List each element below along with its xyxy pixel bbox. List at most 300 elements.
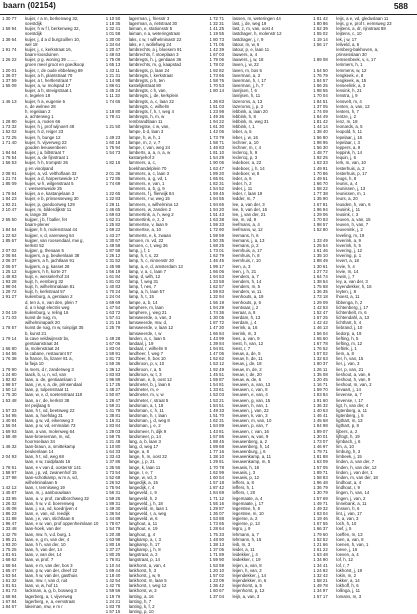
subscriber-name-address: lammers, f j, flierwijk 84 — [128, 191, 174, 197]
subscriber-name-address: kuijer, h, bunge 12 — [25, 134, 61, 140]
subscriber-name-address: laiman, n a, weteringstraat — [128, 31, 180, 37]
phone-number: 1 62 99 — [209, 469, 224, 475]
phone-number: 1 81 10 — [209, 150, 224, 156]
subscriber-name-address: leijn, a, van, 3 — [232, 593, 260, 599]
phone-number: 1 57 25 — [313, 315, 328, 321]
subscriber-name-address: lechner, a, 10 — [232, 139, 259, 145]
phone-number: 1 36 07 — [209, 511, 224, 516]
subscriber-name-address: lankhorst, m, laan 5 — [128, 578, 167, 584]
phone-number: 1 57 33 — [2, 407, 17, 413]
subscriber-name-address: leentvaar, j, 2 — [232, 304, 259, 310]
subscriber-name-address: laan, a. de, gentiaanlaan 1 — [25, 376, 77, 382]
subscriber-name-address: lamp, h, t, s, 22 — [128, 253, 159, 259]
subscriber-name-address: leclercq, h, 9 — [232, 150, 258, 156]
phone-number: 1 73 54 — [105, 469, 121, 475]
phone-number: 1 25 79 — [105, 325, 121, 331]
subscriber-name-address: landsman, j, e, 2 — [128, 423, 161, 429]
phone-number: 1 76 52 — [313, 346, 328, 351]
subscriber-name-address: lauwers, j, w, 18 — [232, 57, 264, 63]
subscriber-name-address: lagerberg, a, t, vijverweg — [25, 593, 73, 599]
subscriber-name-address: lijmbach, j, 6 — [336, 438, 361, 444]
subscriber-name-address: ligthart, p, 8 — [336, 423, 359, 429]
subscriber-name-address: lampe, b d, laan 3 — [128, 129, 164, 135]
phone-number: 1 84 67 — [2, 603, 17, 609]
subscriber-name-address: leppink, h, 14 — [336, 150, 363, 156]
phone-number: 1 32 94 — [209, 294, 224, 300]
subscriber-name-address: ter peijlaag 5 — [25, 402, 50, 408]
phone-number: 1 99 17 — [209, 263, 224, 269]
phone-number: 1 86 61 — [105, 83, 121, 89]
phone-number: 1 92 21 — [2, 201, 17, 207]
subscriber-name-address: ley, a, van der, 3 — [336, 278, 368, 284]
subscriber-name-address: lambregts, c h, van, — [128, 88, 167, 94]
phone-number: 1 45 24 — [105, 88, 121, 94]
subscriber-name-address: lammers, w, zanden 2 — [128, 206, 171, 212]
phone-number: 1 84 98 — [313, 423, 328, 429]
subscriber-name-address: la france, fa, lizarer 81 a, — [25, 356, 73, 362]
phone-number: 1 41 79 — [105, 407, 121, 413]
subscriber-name-address: leliveld, a, 6 — [336, 41, 360, 47]
subscriber-name-address: landkroon, w, t, 3 — [128, 371, 162, 377]
phone-number: 1 21 66 — [313, 541, 328, 547]
subscriber-name-address: lensvelt, m, 4 — [336, 98, 362, 104]
phone-number: 1 59 31 — [105, 402, 121, 408]
phone-number: 2 06 57 — [2, 263, 17, 269]
subscriber-name-address: kuijer, h. vijverweg 23 — [25, 139, 67, 145]
phone-number: 1 48 27 — [105, 387, 121, 393]
phone-number: 1 24 21 — [105, 598, 121, 604]
subscriber-name-address: g en vioolpand — [25, 165, 54, 171]
subscriber-name-address: laan, j. v.a, vd, koedrijven 4 — [25, 505, 78, 511]
phone-number: 1 19 55 — [209, 31, 224, 37]
phone-number: 1 36 42 — [209, 583, 224, 589]
subscriber-name-address: leemhuis, h, 8 — [232, 253, 260, 259]
phone-number: 1 36 79 — [313, 485, 328, 491]
phone-number: 1 30 61 — [313, 263, 328, 269]
directory-column-3 — [209, 16, 312, 599]
phone-number: 1 55 09 — [2, 83, 17, 89]
subscriber-name-address: laan, mw. h, v.d. burg, 1 — [25, 531, 71, 537]
phone-number: 1 53 03 — [209, 392, 224, 398]
phone-number: 1 53 21 — [209, 397, 224, 403]
phone-number: 1 67 55 — [313, 521, 328, 527]
phone-number: 1 67 78 — [313, 340, 328, 346]
phone-number: 1 80 25 — [105, 552, 121, 558]
phone-number: 1 21 50 — [105, 124, 121, 130]
subscriber-name-address: legro, j, 9 — [232, 526, 251, 532]
subscriber-name-address: landsman, h, r, laan — [128, 413, 167, 419]
phone-number: 1 75 09 — [105, 57, 121, 63]
subscriber-name-address: leverink, h, 5 — [336, 242, 361, 248]
subscriber-name-address: lambregts, l, kerkstraat — [128, 72, 173, 78]
subscriber-name-address: lindhout, r, 9 — [336, 485, 360, 491]
phone-number: 1 69 63 — [105, 211, 121, 217]
subscriber-name-address: leeuwis, p, 12 — [232, 474, 260, 480]
phone-number: 1 61 46 — [313, 248, 328, 254]
subscriber-name-address: liedorp, a, 19 — [336, 330, 362, 336]
subscriber-name-address: lamsweerde, r, w — [128, 330, 162, 336]
phone-number: 1 51 70 — [209, 413, 224, 419]
subscriber-name-address: laan, h w, v d. boerenweg — [25, 500, 75, 506]
phone-number: 1 94 20 — [209, 206, 224, 212]
subscriber-name-address: lokin, m, 2 — [336, 572, 357, 578]
subscriber-name-address: lange, w, vd, 3 — [128, 474, 157, 480]
subscriber-name-address: kuijt, h, eemberg 32 — [25, 278, 64, 284]
phone-number: 1 68 64 — [2, 562, 17, 568]
subscriber-name-address: lichtendahl, a, 13 — [336, 315, 370, 321]
phone-number: 1 46 83 — [209, 144, 224, 150]
subscriber-name-address: kuijer, h h, trompstr 26 — [25, 160, 68, 166]
phone-number: 1 62 31 — [209, 418, 224, 424]
phone-number: 1 49 23 — [105, 134, 121, 140]
phone-number: 1 42 42 — [313, 320, 328, 326]
phone-number: 1 56 80 — [313, 134, 328, 140]
subscriber-name-address: landen, a, c, laan 5 — [128, 335, 166, 341]
subscriber-name-address: laan, w, w, hof 11 — [25, 583, 59, 589]
subscriber-name-address: leeuwen, c, van, 8 — [232, 387, 268, 393]
subscriber-name-address: laan, m, j. aanbouwlaan — [25, 490, 71, 496]
subscriber-name-address: laan, h h, van der, 10 — [25, 541, 66, 547]
subscriber-name-address: leeuwen, e, van, 4 — [232, 392, 268, 398]
subscriber-name-address: leonards, a, 5 — [336, 124, 363, 130]
subscriber-name-address: leder, r, laan 19 — [232, 191, 263, 197]
subscriber-name-address: lees, a, van, 9 — [232, 335, 260, 341]
phone-number: 1 92 25 — [313, 155, 328, 161]
phone-number: 1 59 94 — [2, 26, 17, 32]
subscriber-name-address: kuijer, j a, biltstraat 7 — [25, 150, 65, 156]
subscriber-name-address: laan, w, v, d, soetenstraat 118 — [25, 392, 83, 398]
subscriber-name-address: latour, p, e, laan 11 — [232, 46, 270, 52]
phone-number: 1 81 02 — [105, 278, 121, 284]
phone-number: 1 58 48 — [2, 433, 17, 439]
subscriber-name-address: leber, j, w, 16 — [232, 134, 258, 140]
subscriber-name-address: kuijpers, h h, korte 27 — [25, 268, 67, 274]
subscriber-name-address: linnebank, a, 11 — [336, 500, 367, 506]
subscriber-name-address: loeve, j, 16 — [336, 547, 358, 553]
subscriber-name-address: langeveld, c, 9 — [128, 490, 157, 496]
subscriber-name-address: landman, e, b, oost 12 — [128, 376, 172, 382]
phone-number: 1 46 08 — [2, 505, 17, 511]
subscriber-name-address: leffers, r, 20 — [232, 490, 256, 496]
subscriber-name-address: landheer, h, bos 10 — [128, 356, 166, 362]
subscriber-name-address: lensink, h, 21 — [336, 88, 362, 94]
phone-number: 1 36 83 — [209, 98, 224, 104]
subscriber-name-address: legierse, a, 2 — [232, 516, 258, 522]
subscriber-name-address: lijftogt, h, 19 — [336, 433, 360, 439]
phone-number: 1 16 31 — [105, 418, 121, 424]
subscriber-name-address: kunst de ruig, m, — [25, 315, 58, 321]
phone-number: 1 26 52 — [105, 480, 121, 486]
subscriber-name-address: kuijper, v, d, varenweg 64 — [25, 232, 74, 238]
phone-number: 1 79 71 — [313, 449, 328, 455]
subscriber-name-address: wel 18 — [25, 41, 38, 47]
phone-number: 1 49 32 — [313, 505, 328, 511]
phone-number: 1 63 54 — [2, 572, 17, 578]
phone-number: 1 59 25 — [105, 495, 121, 501]
subscriber-name-address: laan, p w, vd, emmalan 73 — [25, 423, 76, 429]
subscriber-name-address: leeuw, m, de, 2 — [232, 366, 262, 372]
subscriber-name-address: leidekker, j, 4 — [232, 552, 258, 558]
phone-number: 1 75 94 — [105, 485, 121, 491]
subscriber-name-address: lambregts, f, h, r, weg 4 — [128, 108, 174, 114]
subscriber-name-address: lenseelink, a, 3 — [336, 83, 366, 89]
phone-number: 1 33 49 — [313, 237, 328, 243]
subscriber-name-address: leppers, a, 9 — [336, 144, 361, 150]
phone-number: 1 73 79 — [209, 134, 224, 140]
phone-number: 1 54 52 — [209, 186, 224, 192]
phone-number: 1 32 31 — [209, 21, 224, 27]
subscriber-name-address: kuijer, a t, hertlerstraat 7 — [25, 77, 72, 83]
phone-number: 1 86 23 — [2, 511, 17, 516]
subscriber-name-address: lamp, f, nes, 7 — [128, 284, 157, 290]
phone-number: 1 84 64 — [2, 150, 17, 156]
phone-number: 1 90 06 — [209, 160, 224, 166]
subscriber-name-address: laks, e r, wollefweg 24 — [128, 41, 172, 47]
subscriber-name-address: lier, j, van, 3 — [336, 361, 360, 367]
subscriber-name-address: leenders, a, 7 — [232, 273, 259, 279]
phone-number: 1 42 78 — [2, 531, 17, 537]
phone-number: 1 89 20 — [209, 170, 224, 176]
directory-column-4 — [313, 16, 415, 599]
phone-number: 1 35 08 — [313, 371, 328, 377]
subscriber-name-address: leemhuis, a, 17 — [232, 248, 262, 254]
phone-number: 1 71 89 — [209, 552, 224, 558]
subscriber-name-address: kuijper, j b, f baller, fet — [25, 217, 68, 223]
subscriber-name-address: landsmeer, h, dijk 9 — [128, 428, 167, 434]
subscriber-name-address: lavrijsen, h, 11 — [232, 93, 261, 99]
phone-number: 1 70 53 — [209, 83, 224, 89]
phone-number: 1 10 44 — [105, 562, 121, 568]
phone-number: 1 38 40 — [313, 129, 328, 135]
phone-number: 1 53 48 — [2, 397, 17, 403]
subscriber-name-address: kuijt, h, wilhelminalaan 81 — [25, 284, 75, 290]
phone-number: 1 87 72 — [209, 320, 224, 326]
subscriber-name-address: langhout, a, 11 — [128, 521, 158, 527]
phone-number: 1 29 87 — [209, 505, 224, 511]
subscriber-name-address: lange, a, 8 — [128, 449, 150, 455]
subscriber-name-address: lesterhuis, p, 17 — [336, 170, 367, 176]
phone-number: 1 54 29 — [209, 155, 224, 161]
phone-number: 1 44 14 — [313, 124, 328, 130]
subscriber-name-address: lambregtse, c w, van, — [128, 124, 170, 130]
phone-number: 1 51 03 — [209, 103, 224, 109]
phone-number: 1 71 12 — [209, 495, 224, 501]
subscriber-name-address: leeuw, j, de, 18 — [232, 361, 262, 367]
subscriber-name-address: landsman, j, d, weg 8 — [128, 418, 170, 424]
phone-number: 1 89 07 — [313, 428, 328, 434]
phone-number: 1 58 83 — [313, 474, 328, 480]
subscriber-name-address: leijs, a e, vd, gleduslaan 11 — [336, 16, 389, 21]
phone-number: 1 59 90 — [209, 557, 224, 563]
phone-number: 1 74 09 — [313, 108, 328, 114]
subscriber-name-address: lavrijsen, f, 6 — [232, 88, 257, 94]
subscriber-name-address: a, achterweg 1 — [25, 113, 54, 119]
phone-number: 1 21 31 — [105, 72, 121, 78]
phone-number: 1 42 12 — [2, 485, 17, 491]
subscriber-name-address: wilhelminapark 20 — [25, 320, 60, 326]
subscriber-name-address: leveling, m, 19 — [336, 232, 365, 238]
subscriber-name-address: kuijer, h a, eugenie 6 — [25, 98, 66, 104]
phone-number: 1 84 89 — [209, 423, 224, 429]
subscriber-name-address: laan, e, g m, van der, 4 — [25, 536, 70, 542]
subscriber-name-address: lingen, j, van, 2 — [336, 495, 366, 501]
phone-number: 2 06 84 — [2, 253, 17, 259]
phone-number: 1 48 58 — [105, 242, 121, 248]
phone-number: 1 85 67 — [2, 237, 17, 243]
subscriber-name-address: lemmers, h, 1 — [336, 62, 363, 68]
subscriber-name-address: lee, a, van der, 3 — [232, 201, 265, 207]
phone-number: 1 19 46 — [313, 516, 328, 522]
subscriber-name-address: laan, h t, vd, beetsweg 22 — [25, 407, 75, 413]
phone-number: 1 65 60 — [313, 335, 328, 341]
subscriber-name-address: lequin, j, 6 — [336, 155, 357, 161]
subscriber-name-address: n, de welnee 28 — [25, 103, 56, 109]
phone-number: 1 89 31 — [105, 500, 121, 506]
subscriber-name-address: kuijer, e b, prinsesseweg 30 — [25, 196, 79, 202]
subscriber-name-address: leuven, a, van, 15 — [336, 217, 371, 223]
phone-number: 1 59 33 — [209, 222, 224, 228]
subscriber-name-address: kuijper, van roosendaal, mw g, — [25, 237, 84, 243]
subscriber-name-address: leuven, h, van, 7 — [336, 222, 369, 228]
subscriber-name-address: leeraar, a, 8 — [232, 309, 256, 315]
subscriber-name-address: laan-hoek, van der — [25, 526, 61, 532]
subscriber-name-address: levie, m, 14 — [336, 268, 359, 274]
phone-number: 1 32 41 — [105, 26, 121, 32]
subscriber-name-address: lammers, e, van, 1 — [128, 181, 165, 186]
subscriber-name-address: lek, j w, 17 — [336, 36, 357, 42]
subscriber-name-address: landsmeer, p, 14 — [128, 433, 161, 439]
subscriber-name-address: lammertink, e, z, 2 — [128, 217, 165, 223]
subscriber-name-address: kuijer, h d, reiger 23 — [25, 129, 64, 135]
subscriber-name-address: lammertse, v, laan 9 — [128, 222, 168, 228]
phone-number: 1 42 53 — [313, 304, 328, 310]
subscriber-name-address: lemberg-bakhoven, a, — [336, 46, 379, 52]
phone-number: 1 78 54 — [2, 155, 17, 161]
phone-number: 1 58 22 — [313, 186, 328, 192]
phone-number: 1 26 11 — [313, 366, 328, 372]
phone-number: 1 45 68 — [313, 418, 328, 424]
phone-number: 1 75 68 — [313, 284, 328, 290]
phone-number: 1 34 41 — [313, 562, 328, 568]
phone-number: 1 83 84 — [313, 392, 328, 398]
phone-number: 1 62 39 — [313, 26, 328, 32]
phone-number: 1 11 33 — [105, 93, 120, 99]
subscriber-name-address: leeuwen, g, van, 15 — [232, 397, 271, 403]
phone-number: 1 65 13 — [105, 62, 121, 68]
subscriber-name-address: lauwers, a, 4 — [232, 52, 258, 58]
subscriber-name-address: langeveld, j, h, 18 — [128, 500, 163, 506]
subscriber-name-address: leest, h, van, 12 — [232, 340, 264, 346]
subscriber-name-address: prinsesslaan 30 — [336, 52, 367, 58]
subscriber-name-address: lambrechts, f. stoeplaan 3 — [128, 52, 179, 58]
subscriber-name-address: gouden leeuwenbeen — [25, 144, 67, 150]
phone-number: 1 96 48 — [313, 480, 328, 486]
subscriber-name-address: lamp, v, a, c, laan 7 — [128, 268, 167, 274]
phone-number: 1 48 77 — [313, 150, 328, 156]
subscriber-name-address: ledeboer, j, h, 14 — [232, 165, 265, 171]
phone-number: 1 46 41 — [313, 413, 328, 419]
phone-number: 1 25 82 — [105, 222, 121, 228]
phone-number: 1 50 12 — [2, 387, 17, 393]
phone-number: 1 30 00 — [105, 36, 121, 42]
subscriber-name-address: linssen, h, 6 — [336, 505, 360, 511]
subscriber-name-address: leeuwis, h, 18 — [232, 464, 260, 470]
phone-number: 2 04 19 — [2, 309, 17, 315]
directory-entry — [210, 594, 312, 599]
subscriber-name-address: libbenga, h, 2 — [336, 299, 363, 305]
subscriber-name-address: leugs, h, 8 — [336, 175, 357, 181]
phone-number: 1 24 04 — [105, 294, 121, 300]
subscriber-name-address: lievense, r, 17 — [336, 397, 364, 403]
subscriber-name-address: langhout, g, 4 — [128, 531, 156, 537]
phone-number: 1 57 17 — [313, 593, 328, 599]
subscriber-name-address: lof, h, 12 — [336, 557, 353, 563]
subscriber-name-address: loef, j, 5 — [336, 526, 352, 532]
phone-number: 1 89 71 — [313, 469, 328, 475]
phone-number: 1 46 97 — [313, 443, 328, 449]
subscriber-name-address: loenen, h, van, 1 — [336, 541, 369, 547]
subscriber-name-address: leusden, h, van, 6 — [336, 201, 371, 207]
subscriber-name-address: lint, j, van, 17 — [336, 511, 362, 516]
subscriber-name-address: gentiaanstraat 34 — [25, 340, 59, 346]
subscriber-name-address: lammers, a, c, laan 3 — [128, 170, 170, 176]
subscriber-name-address: lange, r, e, 7 — [128, 469, 153, 475]
subscriber-name-address: leffers, a, 8 — [232, 480, 254, 486]
phone-number: 1 19 76 — [105, 593, 121, 599]
phone-number: 1 82 31 — [209, 181, 224, 186]
subscriber-name-address: lamp, a, e, d, amsterdam 13 — [128, 263, 183, 269]
phone-number: 1 74 69 — [105, 181, 121, 186]
subscriber-name-address: lankhorst, r, weg 12 — [128, 583, 167, 589]
phone-number: 1 54 95 — [2, 413, 17, 419]
phone-number: 1 82 82 — [2, 376, 17, 382]
phone-number: 1 33 61 — [209, 387, 224, 393]
phone-number: 1 73 18 — [313, 294, 328, 300]
subscriber-name-address: lammers, r w, weg 15 — [128, 196, 170, 202]
subscriber-name-address: lazeroms, a, 13 — [232, 98, 263, 104]
phone-number: 1 23 98 — [209, 108, 224, 114]
subscriber-name-address: liem, a, 8 — [336, 351, 354, 357]
subscriber-name-address: lamsweerde, v, laan 12 — [128, 325, 174, 331]
phone-number: 1 28 11 — [105, 201, 120, 207]
phone-number: 1 69 22 — [105, 227, 121, 233]
phone-number: 1 77 38 — [313, 191, 328, 197]
subscriber-name-address: leerdam, h, 13 — [232, 315, 261, 321]
phone-number: 1 62 57 — [209, 284, 224, 290]
phone-number: 1 94 65 — [209, 201, 224, 207]
subscriber-name-address: kuilenburg, v, reling 16 — [25, 309, 69, 315]
subscriber-name-address: la cave veldwijnsstr bv, — [25, 335, 70, 341]
subscriber-name-address: kuijer, p g. woning 39 ........ — [25, 57, 77, 63]
phone-number: 1 69 44 — [105, 567, 121, 573]
subscriber-name-address: r, wessemweide 25 — [25, 186, 62, 192]
phone-number: 1 61 84 — [105, 273, 121, 279]
phone-number: 2 01 36 — [105, 170, 121, 176]
phone-number: 1 57 41 — [105, 315, 121, 321]
phone-number: 1 59 56 — [105, 588, 121, 594]
subscriber-name-address: laven, j, w, 22 — [232, 62, 259, 68]
phone-number: 1 66 25 — [313, 83, 328, 89]
subscriber-name-address: lollinga, j, 11 — [336, 588, 361, 594]
subscriber-name-address: laan, j e, van, stichtlaan 6 — [25, 516, 75, 522]
phone-number: 1 29 06 — [313, 211, 328, 217]
phone-number: 1 96 89 — [105, 376, 121, 382]
phone-number: 1 59 91 — [105, 351, 121, 357]
phone-number: 1 62 79 — [209, 253, 224, 259]
subscriber-name-address: lamp, f, weg 31 — [128, 278, 159, 284]
subscriber-name-address: last, j, de, weg 19 — [232, 21, 267, 27]
phone-number: 2 06 37 — [2, 258, 17, 264]
